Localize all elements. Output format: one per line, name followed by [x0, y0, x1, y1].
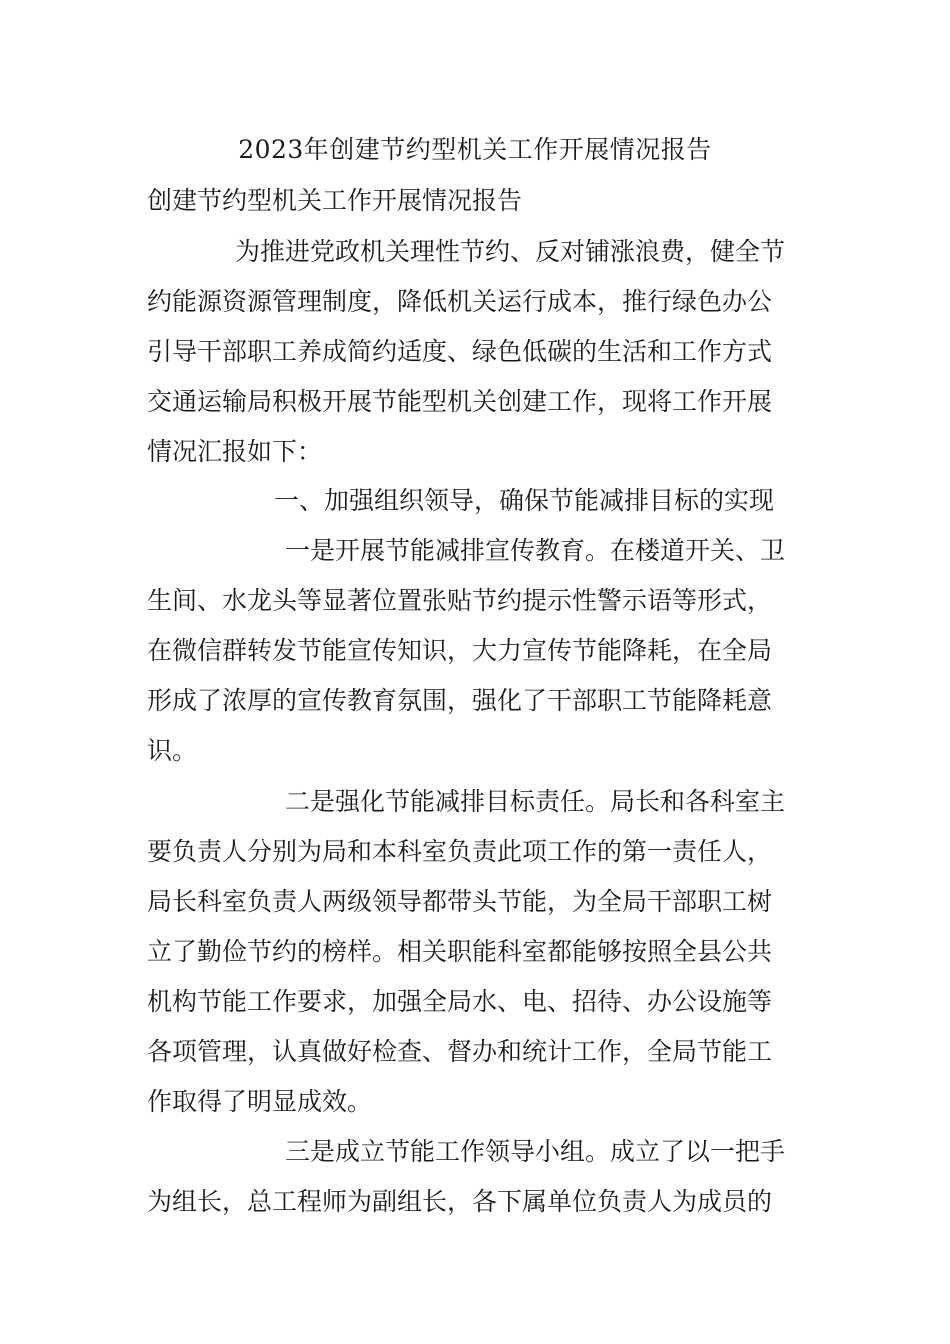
paragraph-line: 形成了浓厚的宣传教育氛围，强化了干部职工节能降耗意 — [147, 686, 773, 715]
intro-line: 约能源资源管理制度，降低机关运行成本，推行绿色办公 — [147, 287, 773, 316]
document-title: 2023年创建节约型机关工作开展情况报告 — [238, 135, 712, 164]
paragraph-line: 生间、水龙头等显著位置张贴节约提示性警示语等形式， — [147, 586, 773, 615]
section-heading: 一、加强组织领导，确保节能减排目标的实现 — [274, 486, 775, 515]
paragraph-line: 机构节能工作要求，加强全局水、电、招待、办公设施等 — [147, 987, 773, 1016]
paragraph-line: 三是成立节能工作领导小组。成立了以一把手 — [285, 1137, 786, 1166]
paragraph-line: 识。 — [147, 736, 198, 765]
paragraph-line: 要负责人分别为局和本科室负责此项工作的第一责任人， — [147, 837, 773, 866]
paragraph-line: 作取得了明显成效。 — [147, 1087, 373, 1116]
paragraph-line: 在微信群转发节能宣传知识，大力宣传节能降耗，在全局 — [147, 636, 773, 665]
intro-line: 交通运输局积极开展节能型机关创建工作，现将工作开展 — [147, 387, 773, 416]
intro-line: 引导干部职工养成简约适度、绿色低碳的生活和工作方式 — [147, 337, 773, 366]
paragraph-line: 为组长，总工程师为副组长，各下属单位负责人为成员的 — [147, 1187, 773, 1216]
paragraph-line: 立了勤俭节约的榜样。相关职能科室都能够按照全县公共 — [147, 937, 773, 966]
document-subtitle: 创建节约型机关工作开展情况报告 — [147, 186, 523, 215]
paragraph-line: 一是开展节能减排宣传教育。在楼道开关、卫 — [285, 536, 786, 565]
paragraph-line: 各项管理，认真做好检查、督办和统计工作，全局节能工 — [147, 1037, 773, 1066]
intro-line: 为推进党政机关理性节约、反对铺涨浪费，健全节 — [235, 237, 786, 266]
paragraph-line: 局长科室负责人两级领导都带头节能，为全局干部职工树 — [147, 887, 773, 916]
paragraph-line: 二是强化节能减排目标责任。局长和各科室主 — [285, 787, 786, 816]
intro-line: 情况汇报如下： — [147, 437, 323, 466]
